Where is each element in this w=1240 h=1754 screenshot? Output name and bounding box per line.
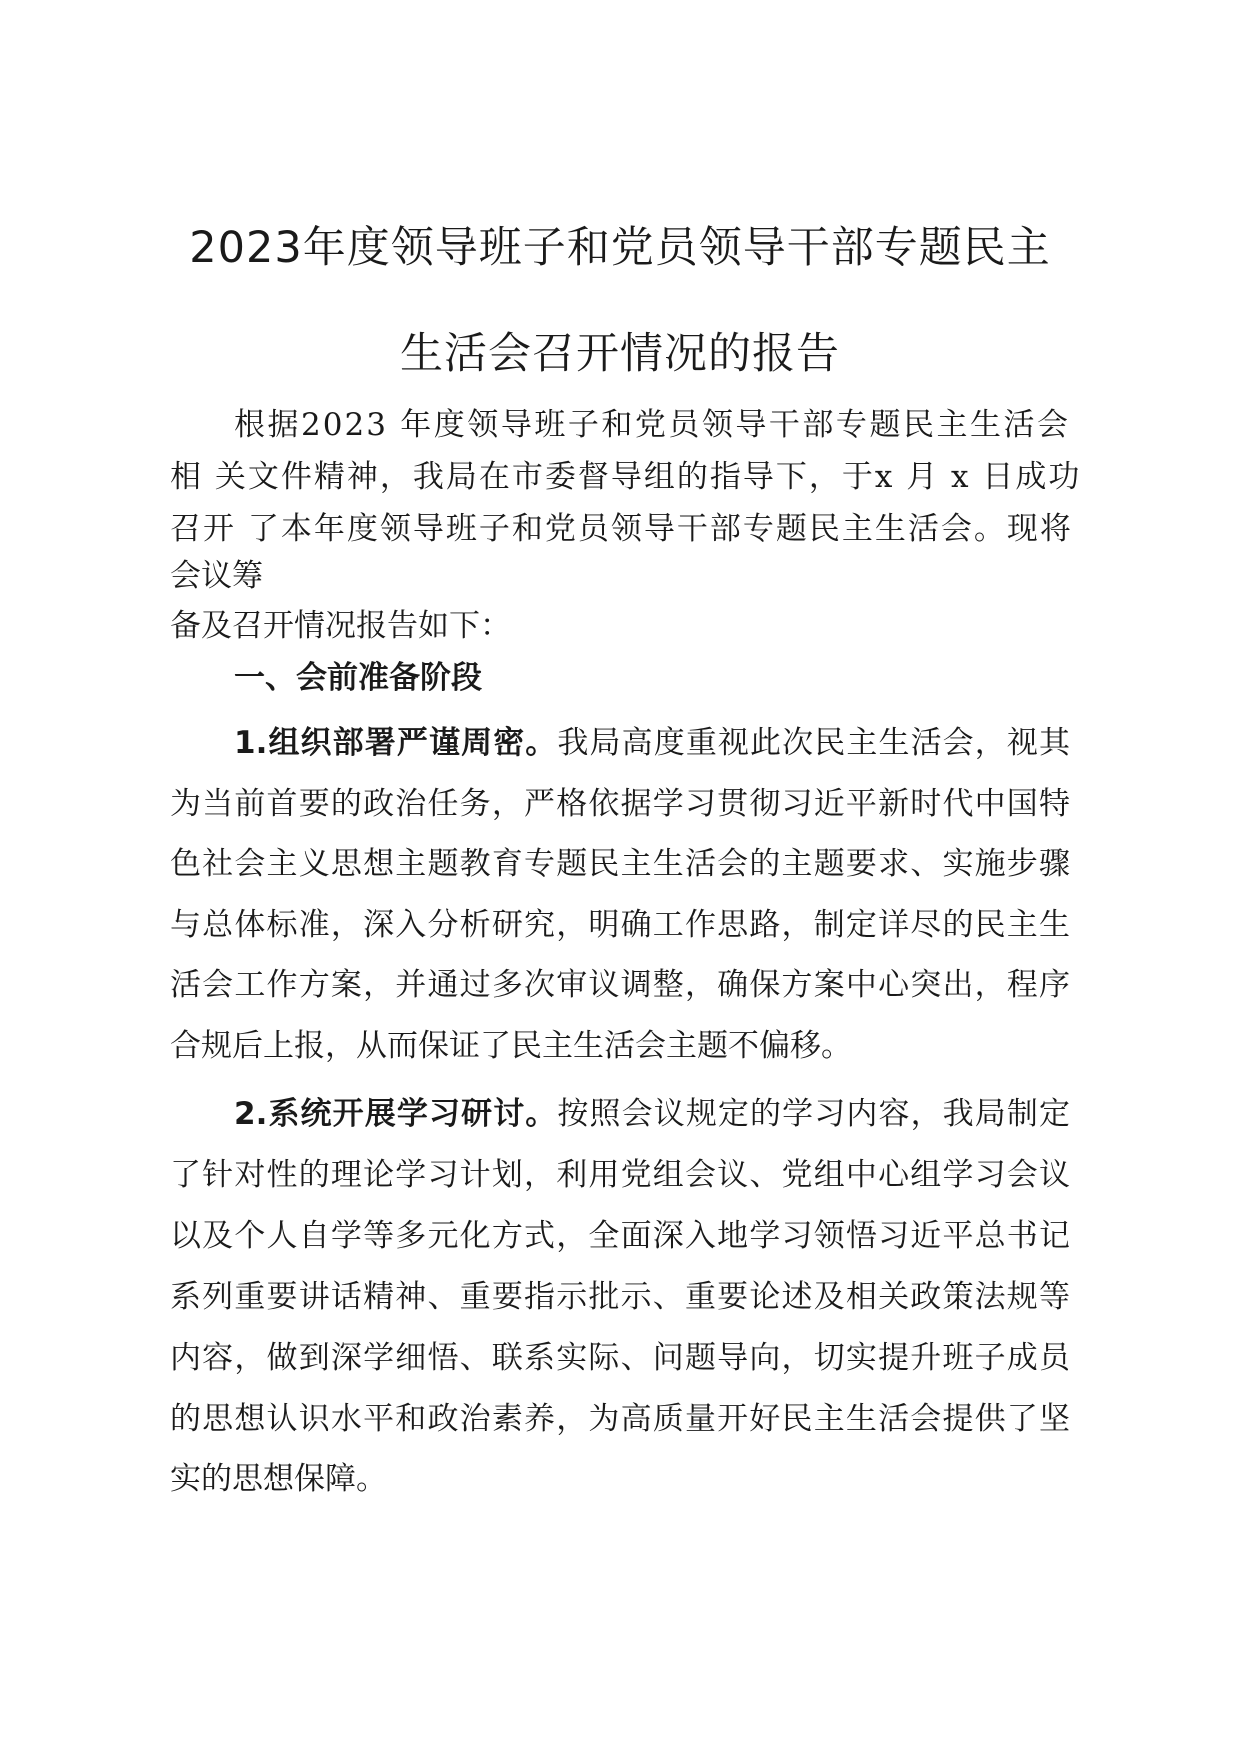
intro-line: 相 关文件精神，我局在市委督导组的指导下，于x 月 x 日成功 (170, 459, 1082, 495)
paragraph-line: 活会工作方案，并通过多次审议调整，确保方案中心突出，程序 (170, 967, 1070, 1003)
item-2-lead: 2.系统开展学习研讨。 (234, 1096, 558, 1132)
paragraph-line: 了针对性的理论学习计划，利用党组会议、党组中心组学习会议 (170, 1157, 1070, 1193)
intro-line: 召开 了本年度领导班子和党员领导干部专题民主生活会。现将 (170, 511, 1073, 547)
item-2-first-line-text: 按照会议规定的学习内容，我局制定 (557, 1096, 1070, 1132)
paragraph-line: 系列重要讲话精神、重要指示批示、重要论述及相关政策法规等 (170, 1279, 1070, 1315)
intro-line: 根据2023 年度领导班子和党员领导干部专题民主生活会 (234, 407, 1070, 443)
paragraph-line: 为当前首要的政治任务，严格依据学习贯彻习近平新时代中国特 (170, 786, 1070, 822)
item-2-first-line (234, 1094, 1070, 1134)
item-1-first-line (234, 723, 1070, 763)
intro-line: 备及召开情况报告如下： (170, 608, 511, 644)
paragraph-line: 与总体标准，深入分析研究，明确工作思路，制定详尽的民主生 (170, 907, 1070, 943)
document-title-line-2: 生活会召开情况的报告 (400, 329, 840, 379)
item-1-lead: 1.组织部署严谨周密。 (234, 725, 558, 761)
section-heading: 一、会前准备阶段 (234, 660, 482, 696)
paragraph-line: 内容，做到深学细悟、联系实际、问题导向，切实提升班子成员 (170, 1340, 1070, 1376)
document-title-line-1: 2023年度领导班子和党员领导干部专题民主 (189, 223, 1051, 273)
item-1-first-line-text: 我局高度重视此次民主生活会，视其 (557, 725, 1070, 761)
paragraph-line: 色社会主义思想主题教育专题民主生活会的主题要求、实施步骤 (170, 846, 1070, 882)
intro-line: 会议筹 (170, 558, 263, 594)
paragraph-line: 的思想认识水平和政治素养，为高质量开好民主生活会提供了坚 (170, 1401, 1070, 1437)
paragraph-line: 实的思想保障。 (170, 1461, 387, 1497)
paragraph-line: 合规后上报，从而保证了民主生活会主题不偏移。 (170, 1028, 852, 1064)
paragraph-line: 以及个人自学等多元化方式，全面深入地学习领悟习近平总书记 (170, 1218, 1070, 1254)
